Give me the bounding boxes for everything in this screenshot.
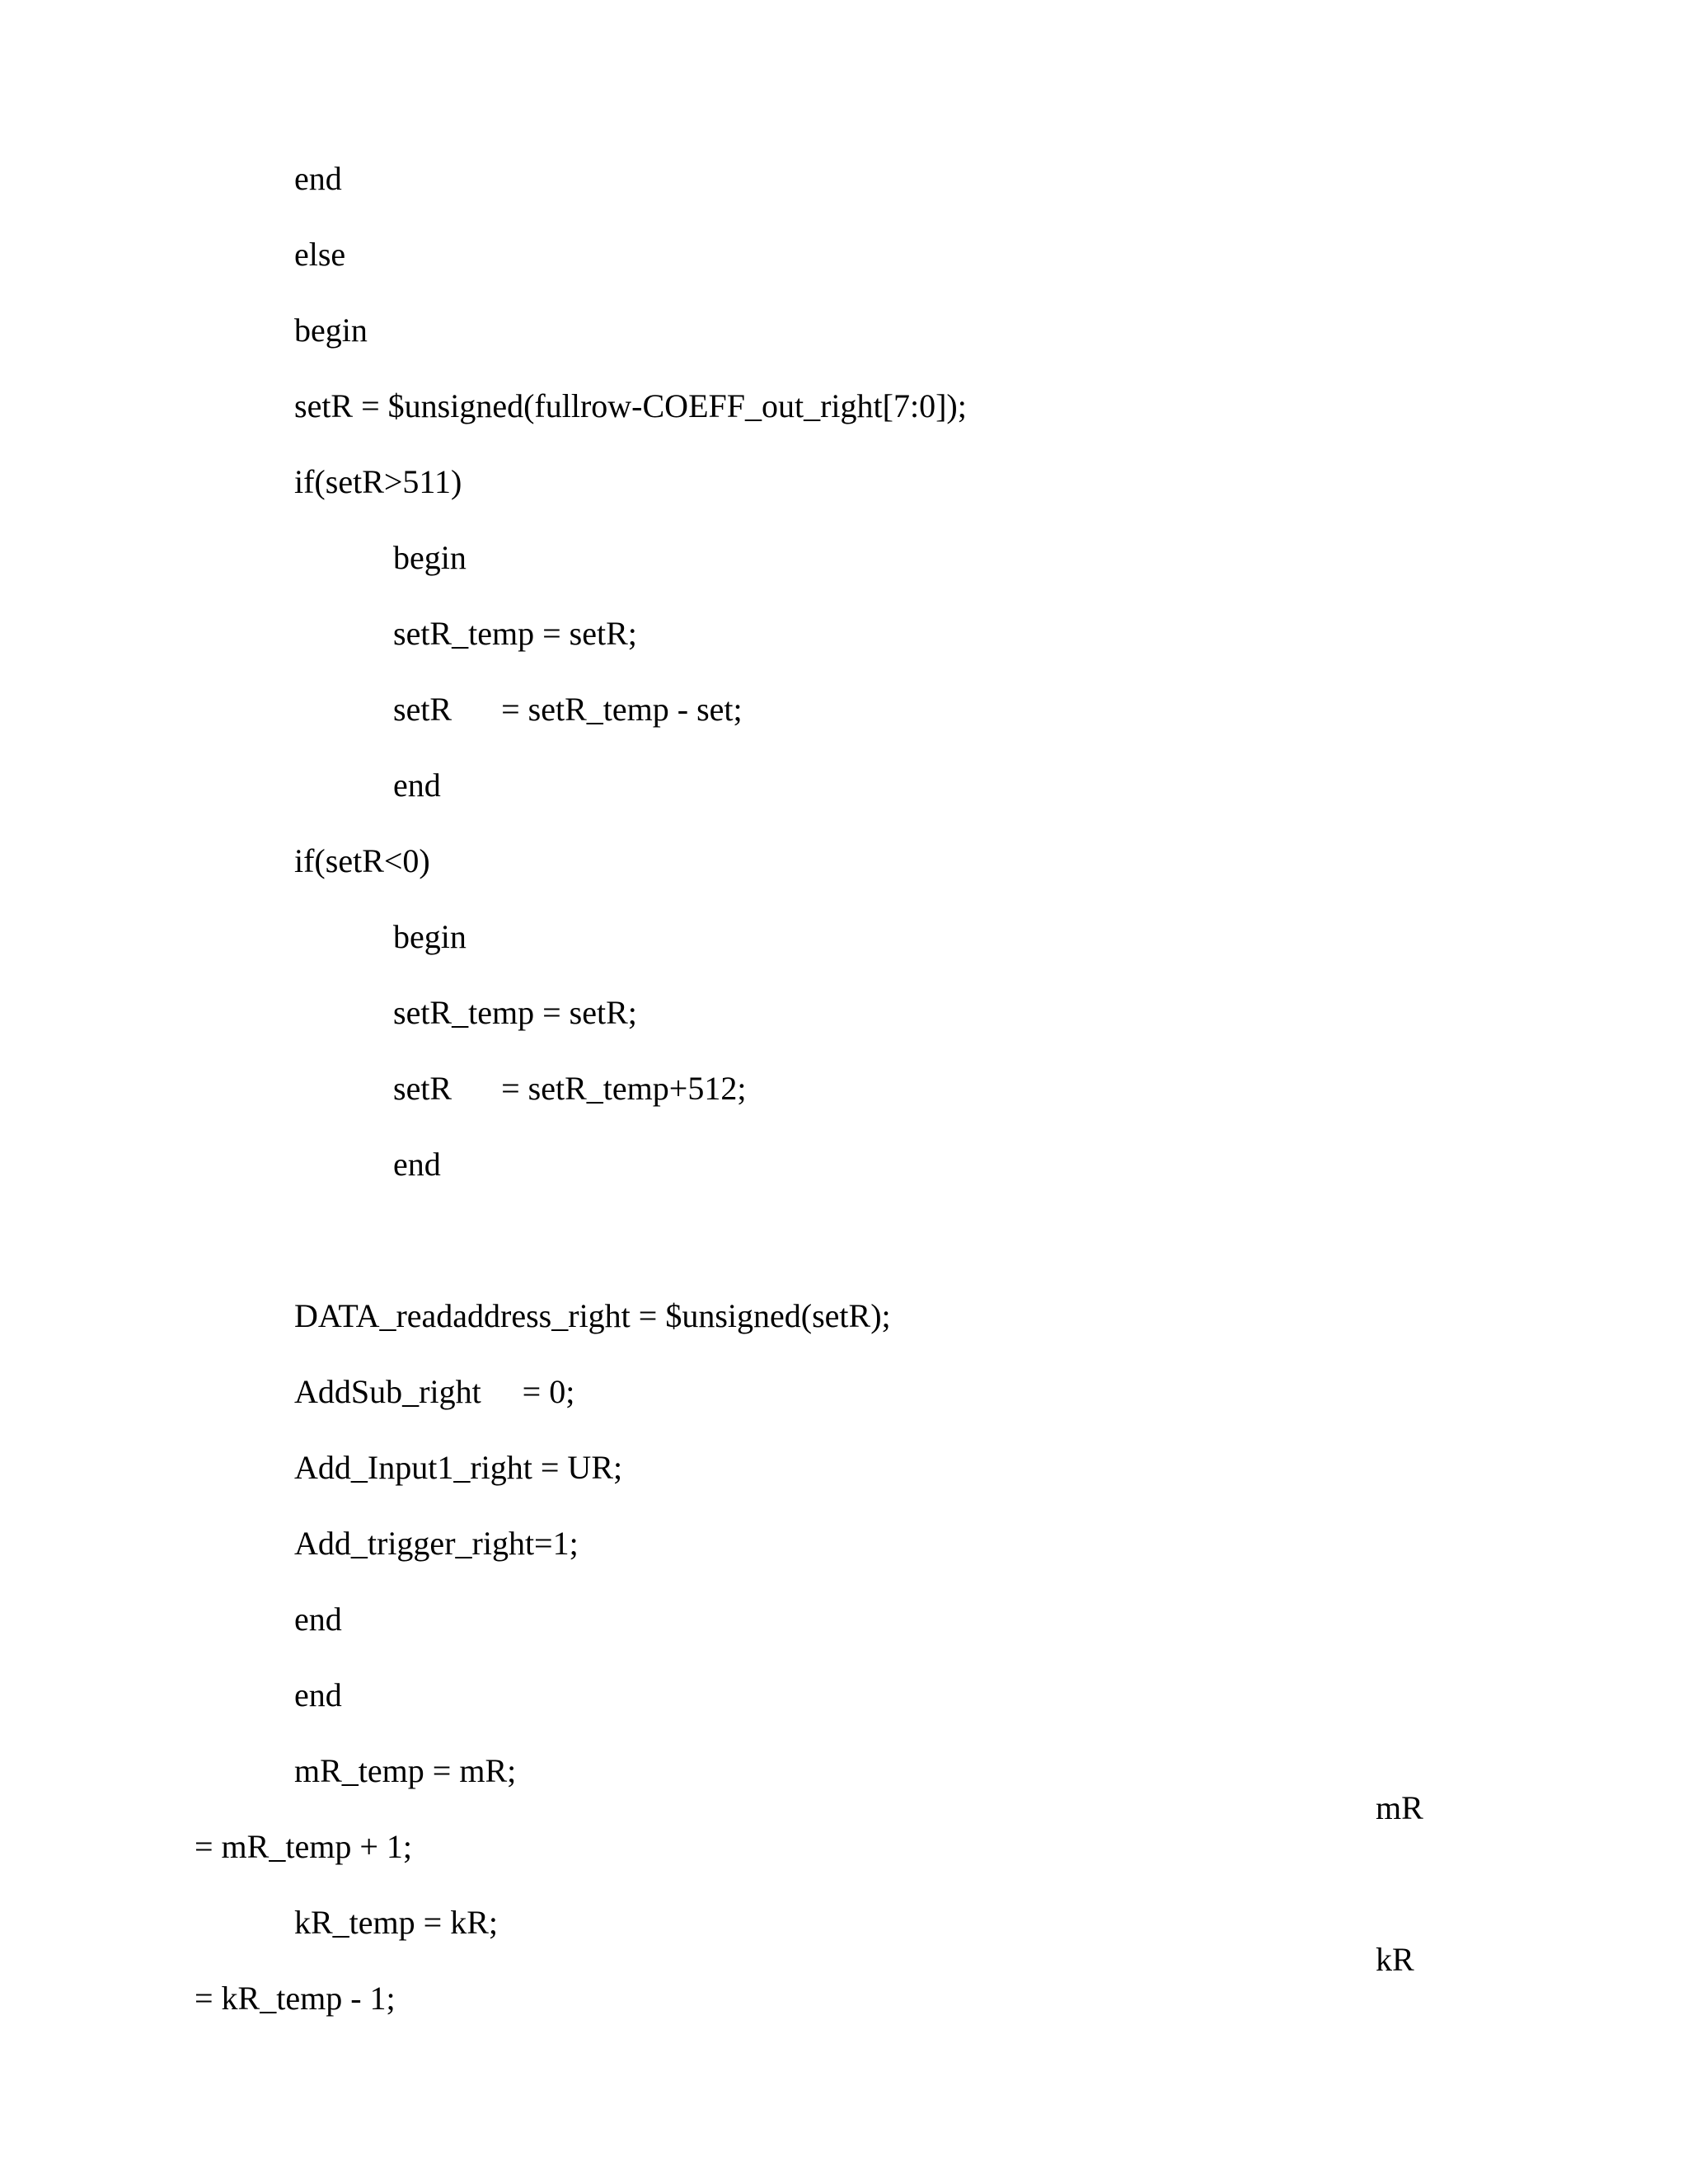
code-line: = mR_temp + 1; xyxy=(195,1828,413,1865)
code-line: = kR_temp - 1; xyxy=(195,1980,396,2017)
code-line: else xyxy=(294,236,346,273)
code-line: if(setR>511) xyxy=(294,463,462,500)
code-line: setR_temp = setR; xyxy=(393,615,637,652)
code-line: begin xyxy=(294,312,368,349)
code-line: if(setR<0) xyxy=(294,842,430,879)
code-line: end xyxy=(294,160,342,197)
code-line: begin xyxy=(393,539,467,576)
code-line: DATA_readaddress_right = $unsigned(setR); xyxy=(294,1297,891,1334)
code-line: begin xyxy=(393,918,467,955)
code-line: setR = $unsigned(fullrow-COEFF_out_right[7:0]); xyxy=(294,387,967,424)
code-line: end xyxy=(393,1146,441,1183)
code-line: kR xyxy=(1376,1941,1414,1978)
code-line: end xyxy=(294,1676,342,1713)
code-line: AddSub_right = 0; xyxy=(294,1373,575,1410)
code-line: setR_temp = setR; xyxy=(393,994,637,1031)
code-line: Add_Input1_right = UR; xyxy=(294,1449,623,1486)
code-line: mR xyxy=(1376,1789,1423,1826)
code-line: mR_temp = mR; xyxy=(294,1752,517,1789)
code-line: setR = setR_temp+512; xyxy=(393,1070,747,1107)
code-line: setR = setR_temp - set; xyxy=(393,691,743,728)
code-line: end xyxy=(294,1601,342,1638)
code-line: kR_temp = kR; xyxy=(294,1904,499,1941)
code-line: end xyxy=(393,766,441,804)
code-line: Add_trigger_right=1; xyxy=(294,1525,579,1562)
